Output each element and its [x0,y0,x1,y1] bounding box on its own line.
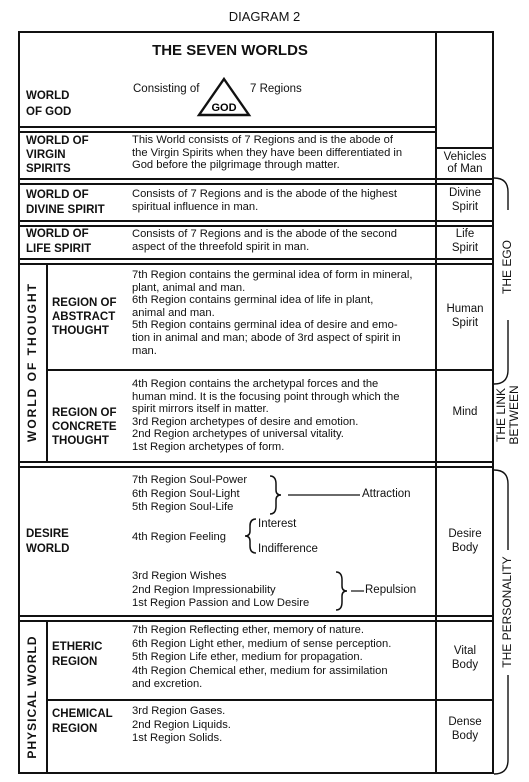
physical-world-label: PHYSICAL WORLD [25,635,39,759]
vehicles-of-man-header: Vehicles of Man [443,151,487,175]
etheric-region-description: 7th Region Reflecting ether, memory of nature. 6th Region Light ether, medium of sense perception. 5th Region Life ether, medium for propagation. 4th Region Chemical ether, medium for assimilation and excretion. [132,624,392,690]
indifference-text: Indifference [258,543,318,555]
vital-body-vehicle: Vital Body [451,645,479,671]
desire-upper-regions: 7th Region Soul-Power 6th Region Soul-Light 5th Region Soul-Life [132,474,248,513]
the-link-label: THE LINK BETWEEN [494,385,521,445]
divine-spirit-label: WORLD OF DIVINE SPIRIT [26,189,105,216]
regions-text: 7 Regions [250,83,302,95]
virgin-spirits-label: WORLD OF VIRGIN SPIRITS [26,135,89,175]
virgin-spirits-description: This World consists of 7 Regions and is the abode of the Virgin Spirits when they have been differentiated in God before the pilgrimage through matter. [132,134,403,172]
world-of-god-label: WORLD OF GOD [26,90,72,118]
god-triangle-text: GOD [211,102,237,114]
etheric-region-label: ETHERIC REGION [52,641,103,668]
concrete-thought-description: 4th Region contains the archetypal forces and the human mind. It is the focusing point through which the spirit mirrors itself in matter. 3rd Region archetypes of desire and emotion. 2nd Region archetypes of universal vitality. 1st Region archetypes of form. [132,378,400,453]
attraction-text: Attraction [362,488,411,500]
the-ego-label: THE EGO [500,240,514,295]
mind-vehicle: Mind [452,406,478,418]
chemical-region-label: CHEMICAL REGION [52,708,113,735]
attraction-brace [268,474,364,516]
diagram-title: THE SEVEN WORLDS [152,42,308,59]
human-spirit-vehicle: Human Spirit [446,303,484,329]
abstract-thought-label: REGION OF ABSTRACT THOUGHT [52,297,117,337]
dense-body-vehicle: Dense Body [448,716,482,742]
divine-spirit-description: Consists of 7 Regions and is the abode of the highest spiritual influence in man. [132,188,397,213]
the-personality-label: THE PERSONALITY [500,556,514,668]
world-of-thought-label: WORLD OF THOUGHT [25,282,39,442]
life-spirit-vehicle: Life Spirit [451,228,479,254]
consisting-of-text: Consisting of [133,83,200,95]
god-triangle [196,76,252,118]
chemical-region-description: 3rd Region Gases. 2nd Region Liquids. 1st Region Solids. [132,705,231,744]
interest-text: Interest [258,518,297,530]
life-spirit-description: Consists of 7 Regions and is the abode of the second aspect of the threefold spirit in man. [132,228,397,253]
divine-spirit-vehicle: Divine Spirit [449,187,481,213]
concrete-thought-label: REGION OF CONCRETE THOUGHT [52,407,117,447]
life-spirit-label: WORLD OF LIFE SPIRIT [26,228,92,255]
repulsion-brace [334,570,366,612]
abstract-thought-description: 7th Region contains the germinal idea of form in mineral, plant, animal and man. 6th Region contains germinal idea of life in plant, animal and man. 5th Region contains germinal idea of desire and emo- tion in animal and man; abode of 3rd aspect of spirit in man. [132,269,413,357]
desire-body-vehicle: Desire Body [448,528,482,554]
repulsion-text: Repulsion [365,584,417,596]
feeling-region: 4th Region Feeling [132,531,226,543]
desire-world-label: DESIRE WORLD [26,528,70,555]
diagram-label: DIAGRAM 2 [228,9,301,24]
desire-lower-regions: 3rd Region Wishes 2nd Region Impressionability 1st Region Passion and Low Desire [132,570,310,609]
